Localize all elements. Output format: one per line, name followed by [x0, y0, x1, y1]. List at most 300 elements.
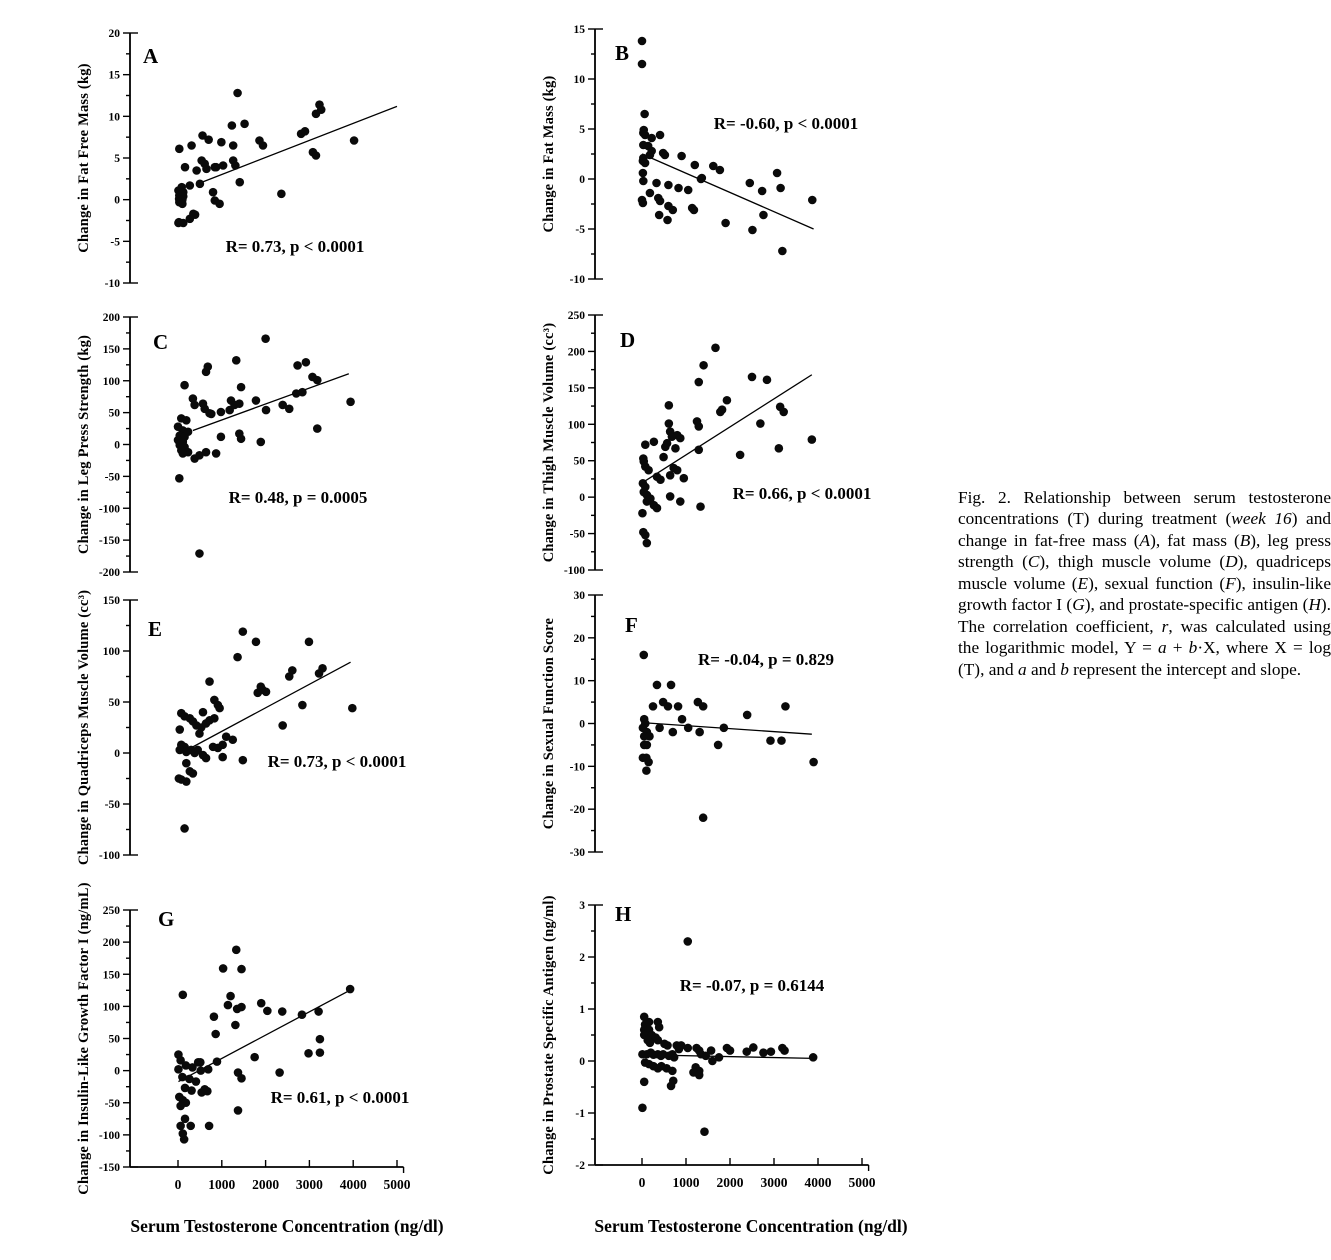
- y-tick-label: 100: [567, 419, 585, 432]
- caption-segment: r: [1161, 616, 1169, 636]
- data-point: [808, 196, 817, 205]
- y-tick-label: 3: [579, 900, 585, 912]
- y-tick-label: 100: [102, 646, 120, 658]
- data-point: [174, 1065, 183, 1074]
- data-point: [178, 200, 187, 209]
- data-point: [808, 435, 817, 444]
- data-point: [694, 445, 703, 454]
- data-point: [348, 704, 357, 713]
- data-point: [649, 702, 658, 711]
- y-axis-title: Change in Thigh Muscle Volume (cc³): [541, 322, 557, 563]
- data-point: [176, 1122, 185, 1131]
- data-point: [809, 1053, 818, 1062]
- data-point: [211, 1030, 220, 1039]
- data-point: [695, 1071, 704, 1080]
- data-point: [285, 672, 294, 681]
- data-point: [716, 408, 725, 417]
- data-point: [699, 813, 708, 822]
- data-point: [312, 151, 321, 160]
- data-point: [239, 627, 248, 636]
- data-point: [650, 437, 659, 446]
- data-point: [202, 165, 211, 174]
- data-point: [302, 358, 311, 367]
- data-point: [665, 401, 674, 410]
- data-point: [670, 1053, 679, 1062]
- data-point: [647, 134, 656, 143]
- x-tick-label: 2000: [252, 1177, 280, 1192]
- data-point: [237, 383, 246, 392]
- data-point: [640, 1078, 649, 1087]
- y-tick-label: 20: [573, 632, 585, 645]
- y-tick-label: 5: [579, 124, 585, 136]
- data-point: [780, 1046, 789, 1055]
- data-point: [186, 1122, 195, 1131]
- data-point: [229, 141, 238, 150]
- data-point: [639, 199, 648, 208]
- data-point: [252, 638, 261, 647]
- data-point: [759, 211, 768, 220]
- data-point: [239, 756, 248, 765]
- data-point: [697, 175, 706, 184]
- data-point: [197, 156, 206, 165]
- data-point: [237, 1003, 246, 1012]
- data-point: [233, 89, 242, 98]
- y-axis-title: Change in Fat Free Mass (kg): [76, 63, 92, 253]
- data-point: [779, 408, 788, 417]
- data-point: [228, 735, 237, 744]
- data-point: [215, 200, 224, 209]
- data-point: [659, 453, 668, 462]
- data-point: [253, 689, 262, 698]
- data-point: [775, 444, 784, 453]
- data-point: [252, 396, 261, 405]
- data-point: [305, 638, 314, 647]
- data-point: [809, 758, 818, 767]
- y-tick-label: -100: [98, 850, 120, 862]
- data-point: [218, 753, 227, 762]
- data-point: [661, 151, 670, 160]
- data-point: [202, 448, 211, 457]
- data-point: [350, 136, 359, 145]
- data-point: [195, 549, 204, 558]
- caption-segment: ) and change in fat-free mass (: [958, 509, 1331, 550]
- caption-segment: ·X, where X = log (T), and: [958, 638, 1331, 679]
- data-point: [315, 669, 324, 678]
- data-point: [182, 759, 191, 768]
- data-point: [674, 184, 683, 193]
- y-tick-label: -150: [98, 1162, 120, 1174]
- data-point: [667, 1082, 676, 1091]
- caption-segment: ). The correlation coefficient,: [958, 595, 1331, 636]
- data-point: [231, 161, 240, 170]
- data-point: [638, 1104, 647, 1113]
- data-point: [231, 1021, 240, 1030]
- panel-letter: F: [625, 613, 638, 637]
- data-point: [666, 471, 675, 480]
- caption-segment: ), insulin-like growth factor I (: [958, 573, 1331, 615]
- data-point: [195, 729, 204, 738]
- y-tick-label: 10: [108, 111, 120, 124]
- data-point: [748, 226, 757, 235]
- data-point: [250, 1053, 259, 1062]
- data-point: [665, 419, 674, 428]
- caption-segment: a: [1157, 638, 1167, 658]
- data-point: [234, 1106, 243, 1115]
- data-point: [638, 37, 647, 46]
- data-point: [664, 702, 673, 711]
- y-tick-label: -5: [575, 224, 585, 236]
- panel-g-igf-i: [76, 882, 411, 1194]
- x-tick-label: 5000: [383, 1177, 411, 1192]
- data-point: [180, 824, 189, 833]
- x-axis-title-right: Serum Testosterone Concentration (ng/dl): [594, 1216, 908, 1236]
- caption-segment: , was calculated using the logarithmic model, Y =: [958, 616, 1331, 658]
- y-axis-title: Change in Prostate Specific Antigen (ng/ml): [541, 895, 557, 1175]
- data-point: [203, 1087, 212, 1096]
- data-point: [277, 190, 286, 199]
- data-point: [668, 1067, 677, 1076]
- data-point: [720, 723, 729, 732]
- data-point: [680, 474, 689, 483]
- data-point: [671, 444, 680, 453]
- data-point: [179, 449, 188, 458]
- caption-segment: ), and prostate-specific antigen (: [1084, 595, 1309, 615]
- data-point: [641, 159, 650, 168]
- data-point: [196, 180, 205, 189]
- y-tick-label: -100: [563, 565, 585, 577]
- y-tick-label: 100: [102, 1001, 120, 1014]
- data-point: [176, 1102, 185, 1111]
- data-point: [673, 466, 682, 475]
- y-tick-label: -2: [575, 1160, 585, 1172]
- y-tick-label: -50: [569, 528, 585, 541]
- data-point: [664, 181, 673, 190]
- data-point: [314, 1007, 323, 1016]
- data-point: [714, 741, 723, 750]
- panel-letter: B: [615, 41, 630, 65]
- data-point: [213, 1057, 222, 1066]
- data-point: [690, 206, 699, 215]
- y-tick-label: 0: [114, 748, 120, 760]
- caption-segment: D: [1225, 552, 1238, 572]
- y-axis-title: Change in Insulin-Like Growth Factor I (ng/mL): [76, 882, 92, 1195]
- y-tick-label: -1: [575, 1108, 585, 1120]
- data-point: [656, 475, 665, 484]
- data-point: [237, 965, 246, 974]
- data-point: [669, 206, 678, 215]
- correlation-annotation: R= 0.61, p < 0.0001: [270, 1088, 410, 1107]
- y-tick-label: 15: [108, 69, 120, 82]
- y-tick-label: 30: [573, 590, 585, 602]
- data-point: [190, 454, 199, 463]
- caption-segment: ), sexual function (: [1088, 573, 1226, 593]
- caption-segment: E: [1077, 573, 1089, 593]
- data-point: [743, 711, 752, 720]
- data-point: [346, 397, 355, 406]
- data-point: [218, 741, 227, 750]
- data-point: [301, 127, 310, 136]
- data-point: [656, 197, 665, 206]
- x-tick-label: 5000: [848, 1175, 876, 1190]
- data-point: [742, 1047, 751, 1056]
- data-point: [212, 449, 221, 458]
- data-point: [182, 777, 191, 786]
- y-axis-title: Change in Fat Mass (kg): [541, 75, 557, 233]
- caption-segment: C: [1027, 552, 1040, 572]
- data-point: [700, 1127, 709, 1136]
- data-point: [204, 1065, 213, 1074]
- data-point: [639, 651, 648, 660]
- data-point: [263, 1007, 272, 1016]
- y-tick-label: 150: [102, 595, 120, 607]
- data-point: [210, 1012, 219, 1021]
- data-point: [196, 1066, 205, 1075]
- data-point: [204, 135, 213, 144]
- y-tick-label: 50: [573, 455, 585, 468]
- y-tick-label: 10: [573, 675, 585, 688]
- data-point: [655, 723, 664, 732]
- data-point: [663, 1041, 672, 1050]
- x-tick-label: 1000: [672, 1175, 700, 1190]
- panel-f-sexual-function: [541, 590, 834, 859]
- data-point: [645, 732, 654, 741]
- data-point: [773, 169, 782, 178]
- x-axis-title-left: Serum Testosterone Concentration (ng/dl): [130, 1216, 444, 1236]
- y-tick-label: 200: [567, 346, 585, 359]
- data-point: [639, 177, 648, 186]
- data-point: [346, 985, 355, 994]
- y-tick-label: -20: [569, 804, 585, 817]
- data-point: [205, 1122, 214, 1131]
- data-point: [638, 60, 647, 69]
- y-tick-label: 10: [573, 74, 585, 86]
- data-point: [207, 410, 216, 419]
- data-point: [781, 702, 790, 711]
- y-tick-label: 150: [102, 343, 120, 356]
- y-tick-label: 50: [108, 407, 120, 420]
- data-point: [711, 343, 720, 352]
- data-point: [748, 373, 757, 382]
- figure-caption: [958, 487, 1331, 680]
- y-tick-label: -200: [98, 567, 120, 579]
- x-tick-label: 1000: [208, 1177, 236, 1192]
- data-point: [676, 497, 685, 506]
- data-point: [638, 509, 647, 518]
- data-point: [684, 723, 693, 732]
- data-point: [776, 184, 785, 193]
- caption-segment: ), leg press strength (: [958, 530, 1331, 572]
- data-point: [175, 474, 184, 483]
- y-tick-label: 250: [567, 310, 585, 322]
- data-point: [199, 708, 208, 717]
- x-tick-label: 3000: [295, 1177, 323, 1192]
- y-axis-title: Change in Quadriceps Muscle Volume (cc³): [76, 589, 92, 866]
- regression-line: [193, 374, 349, 431]
- caption-segment: B: [1239, 530, 1251, 550]
- caption-segment: F: [1225, 573, 1236, 593]
- panel-c-leg-press-strength: [76, 312, 367, 579]
- data-point: [313, 376, 322, 385]
- data-point: [187, 1086, 196, 1095]
- correlation-annotation: R= -0.07, p = 0.6144: [679, 976, 825, 995]
- data-point: [232, 946, 241, 955]
- data-point: [644, 758, 653, 767]
- data-point: [316, 1035, 325, 1044]
- x-tick-label: 4000: [339, 1177, 367, 1192]
- y-tick-label: 2: [579, 952, 585, 964]
- y-tick-label: 100: [102, 375, 120, 388]
- y-tick-label: -100: [98, 1129, 120, 1142]
- data-point: [190, 401, 199, 410]
- x-tick-label: 4000: [804, 1175, 832, 1190]
- y-tick-label: 20: [108, 28, 120, 40]
- panel-letter: C: [153, 330, 169, 354]
- correlation-annotation: R= -0.04, p = 0.829: [697, 650, 835, 669]
- data-point: [715, 1053, 724, 1062]
- data-point: [676, 434, 685, 443]
- data-point: [235, 399, 244, 408]
- y-tick-label: 50: [108, 697, 120, 709]
- data-point: [180, 1135, 189, 1144]
- x-tick-label: 0: [638, 1175, 646, 1190]
- data-point: [237, 434, 246, 443]
- data-point: [235, 178, 244, 187]
- panel-letter: E: [148, 617, 163, 641]
- y-tick-label: -30: [569, 847, 585, 859]
- data-point: [767, 1047, 776, 1056]
- data-point: [217, 433, 226, 442]
- data-point: [181, 163, 190, 172]
- data-point: [652, 179, 661, 188]
- data-point: [298, 1010, 307, 1019]
- data-point: [666, 492, 675, 501]
- data-point: [261, 334, 270, 343]
- y-tick-label: -50: [104, 799, 120, 811]
- data-point: [655, 211, 664, 220]
- y-tick-label: 200: [102, 937, 120, 950]
- data-point: [643, 539, 652, 548]
- panel-e-quadriceps-muscle-volume: [76, 590, 406, 865]
- caption-segment: ), fat mass (: [1150, 530, 1240, 550]
- data-point: [313, 424, 322, 433]
- y-tick-label: -5: [110, 236, 120, 249]
- data-point: [278, 1007, 287, 1016]
- data-point: [653, 681, 662, 690]
- caption-segment: represent the intercept and slope.: [1068, 659, 1302, 679]
- x-tick-label: 2000: [716, 1175, 744, 1190]
- data-point: [186, 181, 195, 190]
- caption-segment: ), thigh muscle volume (: [1039, 552, 1226, 572]
- y-tick-label: 0: [579, 174, 585, 186]
- y-tick-label: 50: [108, 1033, 120, 1046]
- caption-segment: H: [1308, 595, 1321, 615]
- data-point: [644, 466, 653, 475]
- y-tick-label: 0: [579, 1056, 585, 1068]
- y-tick-label: -50: [104, 1097, 120, 1110]
- data-point: [641, 531, 650, 540]
- data-point: [312, 110, 321, 119]
- data-point: [262, 406, 271, 415]
- data-point: [182, 416, 191, 425]
- data-point: [695, 728, 704, 737]
- data-point: [726, 1046, 735, 1055]
- data-point: [196, 1058, 205, 1067]
- data-point: [696, 502, 705, 511]
- data-point: [699, 361, 708, 370]
- caption-segment: and: [1026, 659, 1061, 679]
- y-tick-label: 15: [573, 24, 585, 36]
- data-point: [278, 721, 287, 730]
- data-point: [763, 376, 772, 385]
- data-point: [316, 1048, 325, 1057]
- data-point: [228, 121, 237, 130]
- data-point: [655, 1023, 664, 1032]
- data-point: [684, 186, 693, 195]
- data-point: [758, 187, 767, 196]
- y-tick-label: -10: [104, 278, 120, 290]
- y-tick-label: 0: [579, 492, 585, 505]
- data-point: [237, 1074, 246, 1083]
- y-tick-label: 150: [102, 969, 120, 982]
- data-point: [225, 406, 234, 415]
- data-point: [691, 161, 700, 170]
- correlation-annotation: R= 0.73, p < 0.0001: [267, 752, 407, 771]
- caption-segment: ), quadriceps muscle volume (: [958, 552, 1331, 593]
- data-point: [217, 138, 226, 147]
- x-tick-label: 0: [174, 1177, 182, 1192]
- data-point: [777, 736, 786, 745]
- data-point: [257, 999, 266, 1008]
- data-point: [232, 356, 241, 365]
- data-point: [217, 408, 226, 417]
- data-point: [192, 1077, 201, 1086]
- data-point: [683, 1044, 692, 1053]
- data-point: [746, 179, 755, 188]
- y-axis-title: Change in Leg Press Strength (kg): [76, 334, 92, 555]
- data-point: [298, 701, 307, 710]
- data-point: [175, 145, 184, 154]
- data-point: [736, 451, 745, 460]
- data-point: [759, 1048, 768, 1057]
- data-point: [646, 189, 655, 198]
- data-point: [669, 728, 678, 737]
- panel-letter: A: [143, 44, 159, 68]
- correlation-annotation: R= 0.66, p < 0.0001: [732, 484, 872, 503]
- data-point: [678, 715, 687, 724]
- data-point: [285, 405, 294, 414]
- data-point: [778, 247, 787, 256]
- data-point: [189, 769, 198, 778]
- y-axis-title: Change in Sexual Function Score: [541, 617, 557, 830]
- panel-letter: D: [620, 328, 636, 352]
- panel-letter: G: [158, 907, 175, 931]
- panel-d-thigh-muscle-volume: [541, 310, 871, 577]
- caption-segment: +: [1166, 638, 1189, 658]
- data-point: [766, 736, 775, 745]
- caption-segment: G: [1072, 595, 1085, 615]
- data-point: [641, 440, 650, 449]
- y-tick-label: -10: [569, 761, 585, 774]
- y-tick-label: 0: [579, 718, 585, 731]
- data-point: [259, 141, 268, 150]
- panel-b-fat-mass: [541, 24, 858, 286]
- caption-segment: week 16: [1231, 509, 1292, 529]
- data-point: [639, 169, 648, 178]
- correlation-annotation: R= 0.48, p = 0.0005: [228, 488, 368, 507]
- data-point: [188, 1063, 197, 1072]
- y-tick-label: 0: [114, 439, 120, 452]
- y-tick-label: 5: [114, 153, 120, 165]
